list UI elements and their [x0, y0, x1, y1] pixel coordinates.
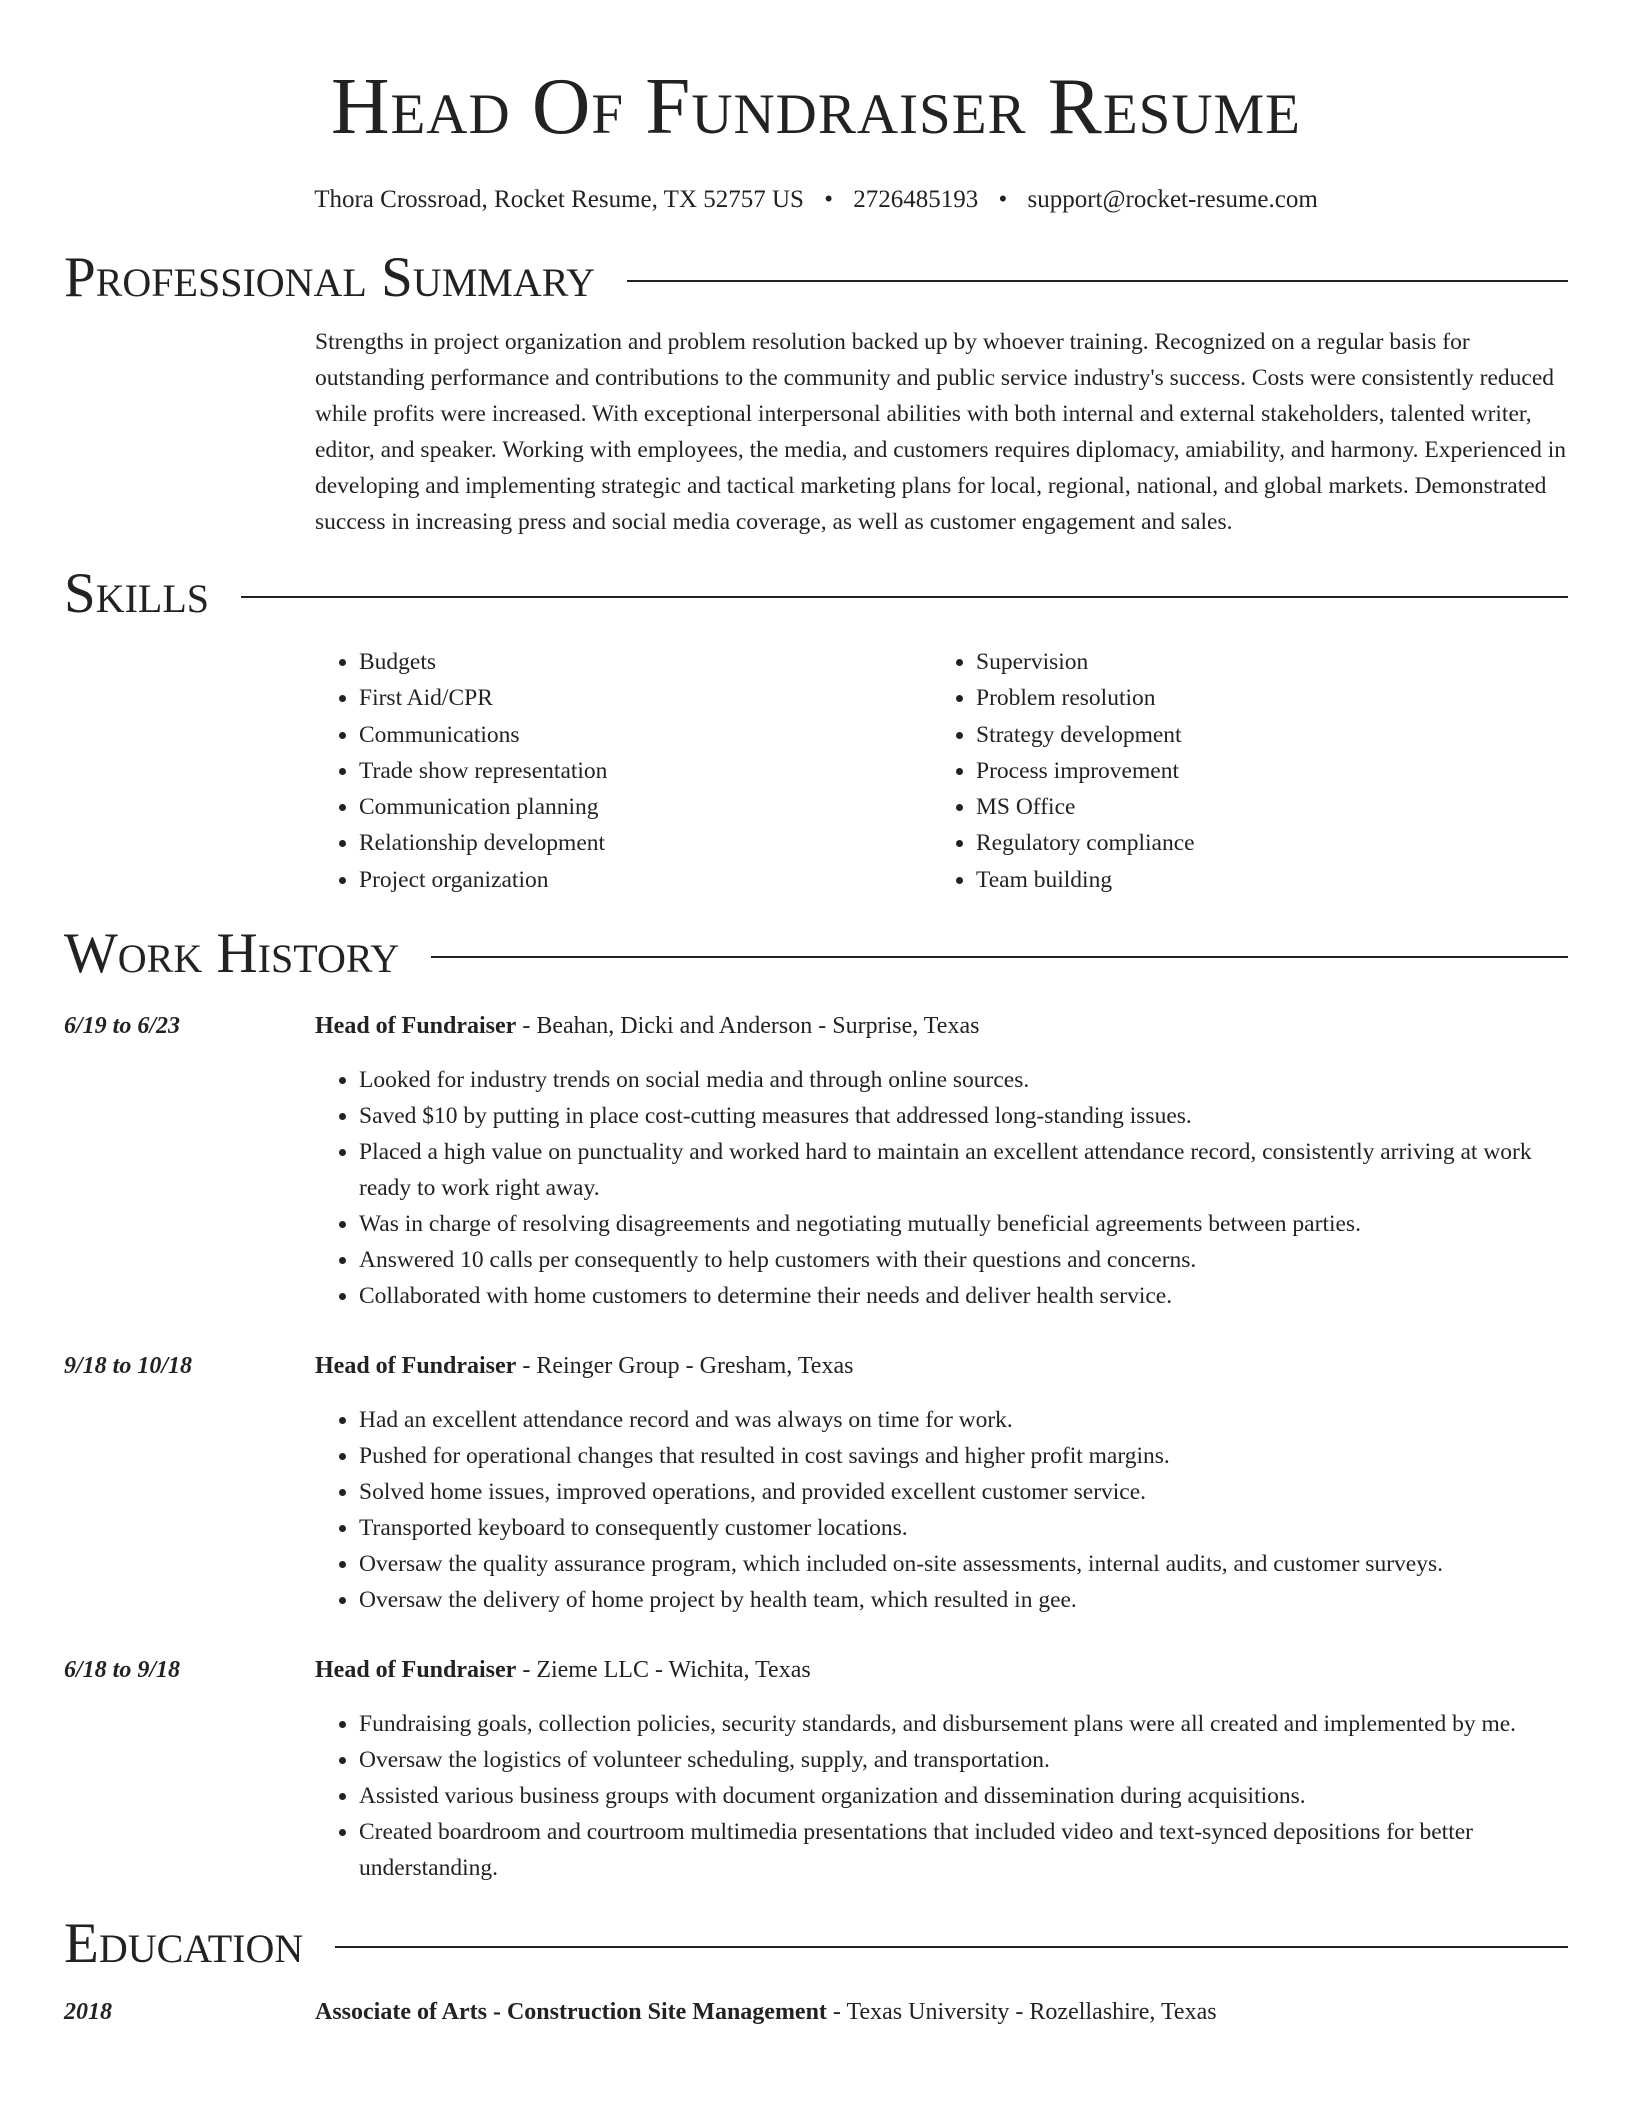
job-employer: - Zieme LLC - Wichita, Texas [516, 1657, 811, 1684]
job-bullet: • Collaborated with home customers to determine their needs and deliver health service. [359, 1278, 1568, 1314]
work-heading: Work History [64, 922, 400, 986]
job-entry [64, 1652, 1568, 1886]
job-bullet: • Oversaw the logistics of volunteer scheduling, supply, and transportation. [359, 1742, 1568, 1778]
skill-item: • Regulatory compliance [976, 825, 1195, 861]
education-date: 2018 [64, 1999, 112, 2026]
summary-text: Strengths in project organization and problem resolution backed up by whoever training. Recognized on a regular basis for outstanding performance and contributions to the community and public service industry's success. Costs were consistently reduced while profits were increased. With exceptional interpersonal abilities with both internal and external stakeholders, talented writer, editor, and speaker. Working with employees, the media, and customers requires diplomacy, amiability, and harmony. Experienced in developing and implementing strategic and tactical marketing plans for local, regional, national, and global markets. Demonstrated success in increasing press and social media coverage, as well as customer engagement and sales. [315, 329, 1567, 535]
skill-item: • Communications [359, 717, 932, 753]
job-bullet: • Had an excellent attendance record and was always on time for work. [359, 1402, 1568, 1438]
job-bullets [315, 1062, 1568, 1314]
section-divider [431, 956, 1568, 958]
contact-address: Thora Crossroad, Rocket Resume, TX 52757 US [314, 186, 804, 213]
section-divider [241, 596, 1568, 598]
job-body [315, 1008, 1568, 1314]
job-dates: 6/18 to 9/18 [64, 1657, 181, 1684]
job-employer: - Reinger Group - Gresham, Texas [516, 1353, 854, 1380]
contact-phone: 2726485193 [853, 186, 979, 213]
job-bullet: • Placed a high value on punctuality and worked hard to maintain an excellent attendance record, consistently arriving at work ready to work right away. [359, 1134, 1568, 1206]
skill-item: • Process improvement [976, 753, 1195, 789]
skill-item: • MS Office [976, 789, 1195, 825]
job-bullet: • Saved $10 by putting in place cost-cutting measures that addressed long-standing issues. [359, 1098, 1568, 1134]
skill-item: • First Aid/CPR [359, 680, 932, 716]
contact-email: support@rocket-resume.com [1027, 186, 1318, 213]
skill-item: • Relationship development [359, 825, 932, 861]
skill-item: • Project organization [359, 862, 932, 898]
work-section-header [64, 918, 1568, 990]
resume-title: Head Of Fundraiser Resume [330, 61, 1302, 151]
contact-line [64, 184, 1568, 216]
summary-section-header [64, 242, 1568, 314]
job-title-line [315, 1348, 1568, 1384]
education-degree: Associate of Arts - Construction Site Management [315, 1999, 827, 2026]
education-entry [64, 1994, 1568, 2030]
skills-column-1 [315, 644, 932, 898]
job-bullet: • Transported keyboard to consequently customer locations. [359, 1510, 1568, 1546]
skills-section-header [64, 558, 1568, 630]
education-heading: Education [64, 1912, 304, 1976]
section-divider [627, 280, 1568, 282]
skill-item: • Strategy development [976, 717, 1195, 753]
job-employer: - Beahan, Dicki and Anderson - Surprise, Texas [516, 1013, 980, 1040]
job-bullet: • Oversaw the delivery of home project by health team, which resulted in gee. [359, 1582, 1568, 1618]
skills-heading: Skills [64, 562, 210, 625]
contact-separator: • [824, 186, 833, 213]
section-divider [335, 1946, 1568, 1948]
job-dates: 6/19 to 6/23 [64, 1013, 181, 1040]
job-title: Head of Fundraiser [315, 1657, 517, 1684]
job-bullet: • Assisted various business groups with document organization and dissemination during acquisitions. [359, 1778, 1568, 1814]
skill-item: • Trade show representation [359, 753, 932, 789]
job-bullet: • Looked for industry trends on social media and through online sources. [359, 1062, 1568, 1098]
job-title: Head of Fundraiser [315, 1013, 517, 1040]
job-bullet: • Created boardroom and courtroom multimedia presentations that included video and text-synced depositions for better understanding. [359, 1814, 1568, 1886]
skill-item: • Communication planning [359, 789, 932, 825]
job-bullet: • Was in charge of resolving disagreements and negotiating mutually beneficial agreements between parties. [359, 1206, 1568, 1242]
job-title-line [315, 1652, 1568, 1688]
education-title-line [315, 1994, 1217, 2030]
contact-separator: • [998, 186, 1008, 213]
summary-heading: Professional Summary [64, 246, 596, 309]
job-bullet: • Oversaw the quality assurance program, which included on-site assessments, internal audits, and customer surveys. [359, 1546, 1568, 1582]
skill-item: • Problem resolution [976, 680, 1195, 716]
job-entry [64, 1348, 1568, 1618]
job-bullets [315, 1402, 1568, 1618]
job-entry [64, 1008, 1568, 1314]
skills-list [315, 644, 1568, 898]
job-body [315, 1652, 1568, 1886]
job-body [315, 1348, 1568, 1618]
job-bullet: • Answered 10 calls per consequently to help customers with their questions and concerns. [359, 1242, 1568, 1278]
skills-column-2 [932, 644, 1195, 898]
education-section-header [64, 1908, 1568, 1980]
job-bullet: • Fundraising goals, collection policies, security standards, and disbursement plans were all created and implemented by me. [359, 1706, 1568, 1742]
job-bullets [315, 1706, 1568, 1886]
job-dates: 9/18 to 10/18 [64, 1353, 193, 1380]
job-title-line [315, 1008, 1568, 1044]
education-school: - Texas University - Rozellashire, Texas [826, 1999, 1217, 2026]
job-title: Head of Fundraiser [315, 1353, 517, 1380]
skill-item: • Team building [976, 862, 1195, 898]
skill-item: • Supervision [976, 644, 1195, 680]
job-bullet: • Pushed for operational changes that resulted in cost savings and higher profit margins. [359, 1438, 1568, 1474]
skill-item: • Budgets [359, 644, 932, 680]
job-bullet: • Solved home issues, improved operations, and provided excellent customer service. [359, 1474, 1568, 1510]
